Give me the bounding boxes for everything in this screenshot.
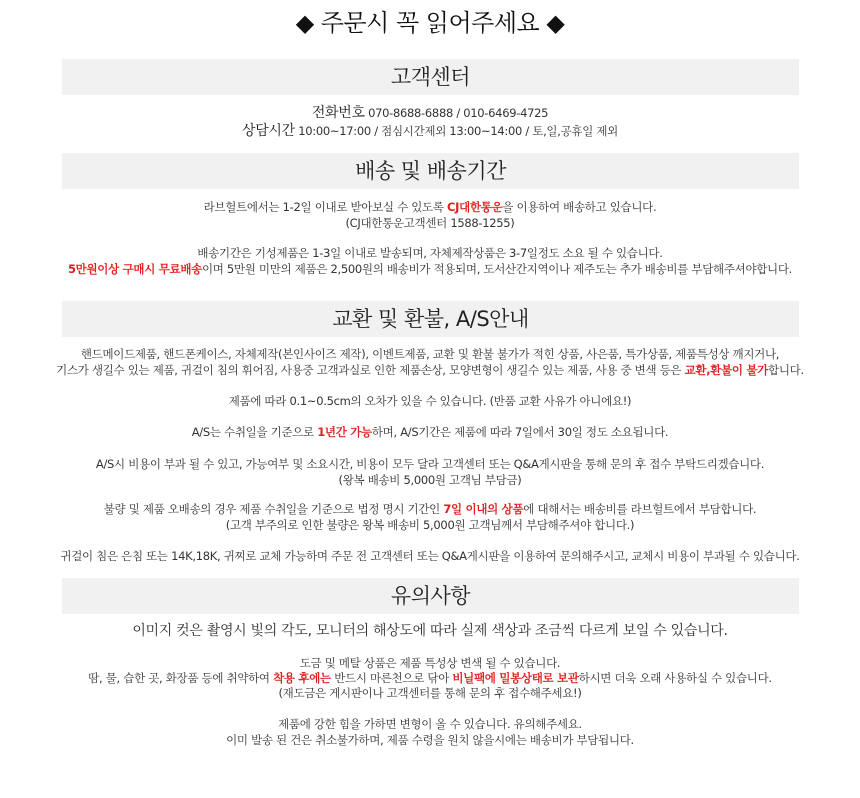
seven-day-highlight: 7일 이내의 상품 [443,502,524,516]
notice-line-3: 땀, 물, 습한 곳, 화장품 등에 취약하여 착용 후에는 반드시 마른천으로 닦아 비닐팩에 밀봉상태로 보관하시면 더욱 오래 사용하실 수 있습니다. [88,671,772,685]
exchange-line-4: A/S는 수취일을 기준으로 1년간 가능하며, A/S기간은 제품에 따라 7일에서 30일 정도 소요됩니다. [191,425,669,439]
exchange-line-7: 불량 및 제품 오배송의 경우 제품 수취일을 기준으로 법정 명시 기간인 7일 이내의 상품에 대해서는 배송비를 라브헐트에서 부담합니다. [103,502,757,516]
hours-value: 10:00~17:00 / 점심시간제외 13:00~14:00 / 토,일,공휴일 제외 [298,124,618,138]
as-period-highlight: 1년간 가능 [317,425,372,439]
exchange-line-2: 기스가 생길수 있는 제품, 귀걸이 침의 휘어짐, 사용중 고객과실로 인한 제품손상, 모양변형이 생길수 있는 제품, 사용 중 변색 등은 교환,환불이 불가합니다. [56,363,804,377]
exchange-line-9: 귀걸이 침은 은침 또는 14K,18K, 귀찌로 교체 가능하며 주문 전 고객센터 또는 Q&A게시판을 이용하여 문의해주시고, 교체시 비용이 부과될 수 있습니다. [60,549,800,563]
notice-line-5: 제품에 강한 힘을 가하면 변형이 올 수 있습니다. 유의해주세요. [278,717,582,731]
exchange-line-5: A/S시 비용이 부과 될 수 있고, 가능여부 및 소요시간, 비용이 모두 달라 고객센터 또는 Q&A게시판을 통해 문의 후 접수 부탁드리겠습니다. [95,457,765,471]
phone-value: 070-8688-6888 / 010-6469-4725 [368,106,549,120]
section-heading-exchange: 교환 및 환불, A/S안내 [62,301,799,337]
courier-highlight: CJ대한통운 [447,200,503,214]
exchange-line-1: 핸드메이드제품, 핸드폰케이스, 자체제작(본인사이즈 제작), 이벤트제품, 교환 및 환불 불가가 적힌 상품, 사은품, 특가상품, 제품특성상 깨지거나, [80,347,780,361]
shipping-line-1: 라브헐트에서는 1-2일 이내로 받아보실 수 있도록 CJ대한통운을 이용하여 배송하고 있습니다. [203,200,657,214]
section-heading-shipping: 배송 및 배송기간 [62,153,799,189]
section-heading-customer-center: 고객센터 [62,59,799,95]
section-heading-notice: 유의사항 [62,578,799,614]
hours-line [0,123,860,139]
shipping-line-2: (CJ대한통운고객센터 1588-1255) [345,216,515,230]
phone-line [0,105,860,121]
hours-label: 상담시간 [241,123,295,139]
exchange-line-8: (고객 부주의로 인한 불량은 왕복 배송비 5,000원 고객님께서 부담해주셔야 합니다.) [225,518,635,532]
shipping-line-3: 배송기간은 기성제품은 1-3일 이내로 발송되며, 자체제작상품은 3-7일정도 소요 될 수 있습니다. [197,246,663,260]
after-wear-highlight: 착용 후에는 [273,671,331,685]
free-shipping-highlight: 5만원이상 구매시 무료배송 [67,262,202,276]
notice-line-4: (재도금은 게시판이나 고객센터를 통해 문의 후 접수해주세요!) [278,686,582,700]
storage-highlight: 비닐팩에 밀봉상태로 보관 [452,671,579,685]
exchange-line-6: (왕복 배송비 5,000원 고객님 부담금) [338,473,522,487]
no-refund-highlight: 교환,환불이 불가 [684,363,769,377]
shipping-line-4: 5만원이상 구매시 무료배송이며 5만원 미만의 제품은 2,500원의 배송비가 적용되며, 도서산간지역이나 제주도는 추가 배송비를 부담해주셔야합니다. [67,262,793,276]
notice-line-2: 도금 및 메탈 상품은 제품 특성상 변색 될 수 있습니다. [299,656,561,670]
notice-line-1: 이미지 컷은 촬영시 빛의 각도, 모니터의 해상도에 따라 실제 색상과 조금씩 다르게 보일 수 있습니다. [132,623,728,639]
page-title: ◆ 주문시 꼭 읽어주세요 ◆ [295,9,565,37]
exchange-line-3: 제품에 따라 0.1~0.5cm의 오차가 있을 수 있습니다. (반품 교환 사유가 아니에요!) [228,394,632,408]
phone-label: 전화번호 [311,105,365,121]
notice-line-6: 이미 발송 된 건은 취소불가하며, 제품 수령을 원치 않을시에는 배송비가 부담됩니다. [226,733,634,747]
